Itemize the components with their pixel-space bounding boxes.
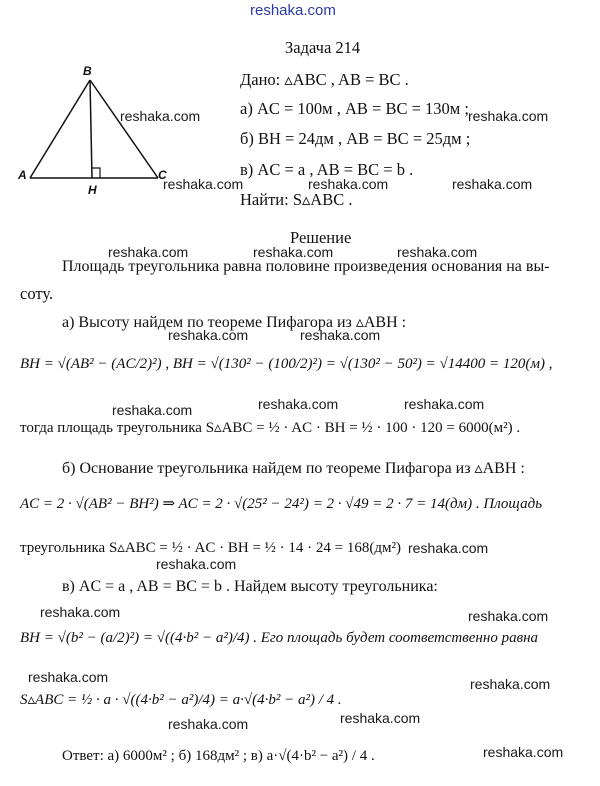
watermark: reshaka.com <box>258 396 339 412</box>
watermark: reshaka.com <box>397 244 478 260</box>
watermark: reshaka.com <box>470 676 551 692</box>
intro-line-2: соту. <box>20 284 54 303</box>
watermark: reshaka.com <box>308 176 389 192</box>
watermark: reshaka.com <box>108 244 189 260</box>
watermark: reshaka.com <box>168 716 249 732</box>
case-a-intro: а) Высоту найдем по теореме Пифагора из ▵ABH : <box>62 314 407 331</box>
side-ab <box>30 80 90 178</box>
given-case-b: б) BH = 24дм , AB = BC = 25дм ; <box>240 129 471 148</box>
watermark: reshaka.com <box>168 327 249 343</box>
case-b-area: треугольника S▵ABC = ½ · AC · BH = ½ · 14 · 24 = 168(дм²) <box>20 540 401 556</box>
given-case-a: а) AC = 100м , AB = BC = 130м ; <box>240 99 469 118</box>
watermark: reshaka.com <box>40 604 121 620</box>
watermark-top: reshaka.com <box>250 2 336 19</box>
solution-heading: Решение <box>290 228 352 247</box>
intro-line-1: Площадь треугольника равна половине произведения основания на вы- <box>62 258 550 275</box>
watermark: reshaka.com <box>156 556 237 572</box>
watermark: reshaka.com <box>452 176 533 192</box>
watermark: reshaka.com <box>28 669 109 685</box>
watermark: reshaka.com <box>404 396 485 412</box>
watermark: reshaka.com <box>408 540 489 556</box>
answer-line: Ответ: а) 6000м² ; б) 168дм² ; в) a·√(4·b² − a²) / 4 . <box>62 748 375 764</box>
case-b-formula: AC = 2 · √(AB² − BH²) ⇒ AC = 2 · √(25² − 24²) = 2 · √49 = 2 · 7 = 14(дм) . Площадь <box>20 496 543 512</box>
vertex-a-label: A <box>18 168 27 182</box>
find-line: Найти: S▵ABC . <box>240 190 353 209</box>
case-c-intro: в) AC = a , AB = BC = b . Найдем высоту треугольника: <box>62 578 438 595</box>
right-angle-mark <box>92 168 100 178</box>
case-a-formula: BH = √(AB² − (AC/2)²) , BH = √(130² − (100/2)²) = √(130² − 50²) = √14400 = 120(м) , <box>20 356 553 372</box>
case-b-intro: б) Основание треугольника найдем по теореме Пифагора из ▵ABH : <box>62 460 525 477</box>
watermark: reshaka.com <box>468 108 549 124</box>
problem-title: Задача 214 <box>285 38 361 57</box>
watermark: reshaka.com <box>253 244 334 260</box>
given-case-c: в) AC = a , AB = BC = b . <box>240 160 414 179</box>
given-line: Дано: ▵ABC , AB = BC . <box>240 70 409 89</box>
watermark: reshaka.com <box>340 710 421 726</box>
case-c-area: S▵ABC = ½ · a · √((4·b² − a²)/4) = a·√(4·b² − a²) / 4 . <box>20 692 342 708</box>
watermark: reshaka.com <box>483 744 564 760</box>
case-a-area: тогда площадь треугольника S▵ABC = ½ · AC · BH = ½ · 100 · 120 = 6000(м²) . <box>20 420 521 436</box>
case-c-formula: BH = √(b² − (a/2)²) = √((4·b² − a²)/4) . Его площадь будет соответственно равна <box>20 630 539 646</box>
altitude-bh <box>90 80 92 178</box>
watermark: reshaka.com <box>112 402 193 418</box>
side-bc <box>90 80 158 178</box>
vertex-h-label: H <box>88 183 97 197</box>
watermark: reshaka.com <box>163 176 244 192</box>
watermark: reshaka.com <box>468 608 549 624</box>
watermark: reshaka.com <box>120 108 201 124</box>
watermark: reshaka.com <box>300 327 381 343</box>
vertex-b-label: B <box>83 64 92 78</box>
vertex-c-label: C <box>158 168 167 182</box>
